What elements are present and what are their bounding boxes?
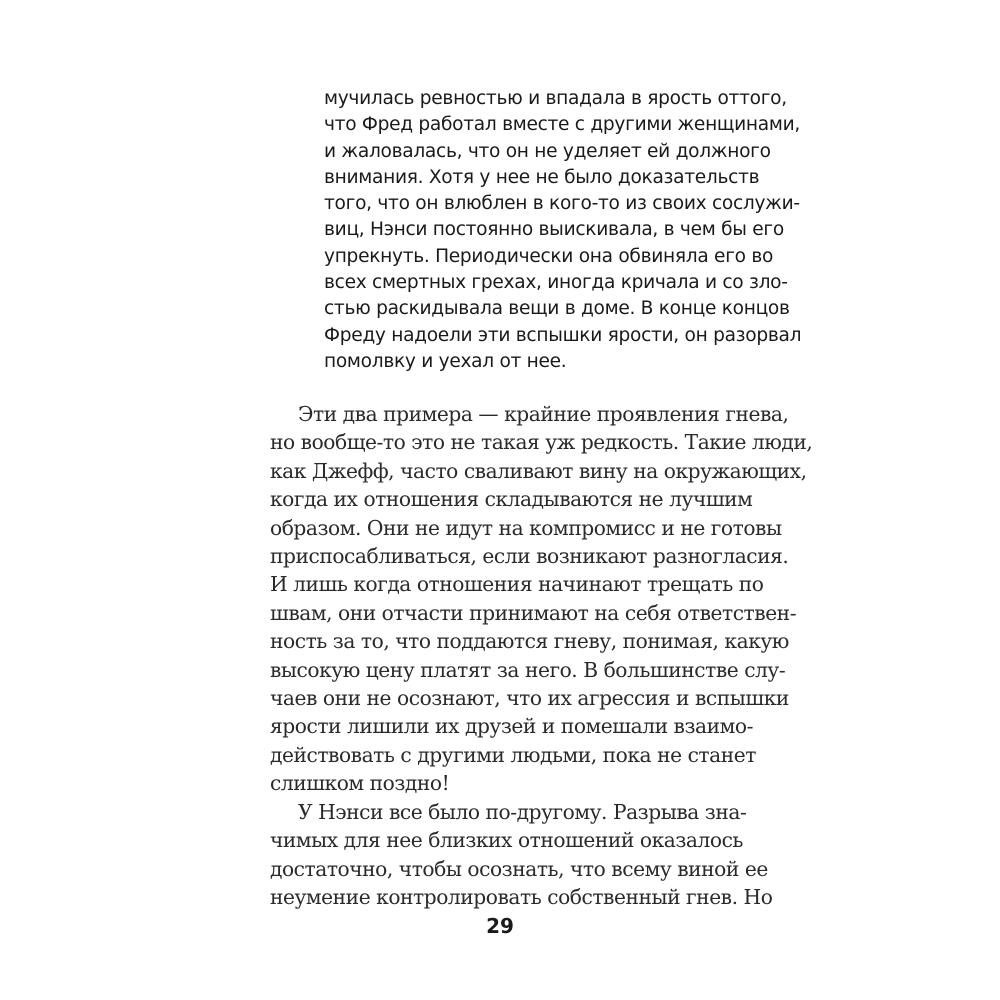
inset-line: мучилась ревностью и впадала в ярость оттого, (324, 88, 787, 109)
body-line: высокую цену платят за него. В большинстве слу- (270, 657, 786, 682)
inset-line: Фреду надоели эти вспышки ярости, он разорвал (324, 324, 802, 346)
inset-line: всех смертных грехах, иногда кричала и со зло- (324, 272, 788, 294)
inset-line: помолвку и уехал от нее. (324, 350, 567, 372)
body-line: И лишь когда отношения начинают трещать по (270, 572, 764, 597)
inset-case-example (324, 86, 802, 375)
body-line: когда их отношения складываются не лучшим (270, 487, 753, 512)
inset-line: упрекнуть. Периодически она обвиняла его во (324, 245, 774, 267)
body-line: достаточно, чтобы осознать, что всему виной ее (270, 856, 768, 881)
body-line: приспосабливаться, если возникают разногласия. (270, 544, 789, 569)
body-line: образом. Они не идут на компромисс и не готовы (270, 515, 782, 540)
body-line: чаев они не осознают, что их агрессия и вспышки (270, 686, 789, 711)
body-line: У Нэнси все было по-другому. Разрыва зна- (298, 799, 747, 824)
inset-line: и жаловалась, что он не уделяет ей должного (324, 140, 771, 162)
inset-line: стью раскидывала вещи в доме. В конце концов (324, 298, 790, 320)
body-line: неумение контролировать собственный гнев. Но (270, 884, 773, 909)
body-text (270, 400, 813, 911)
inset-line: внимания. Хотя у нее не было доказательств (324, 166, 760, 188)
body-line: действовать с другими людьми, пока не станет (270, 742, 756, 767)
inset-line: что Фред работал вместе с другими женщинами, (324, 114, 800, 136)
body-line: как Джефф, часто сваливают вину на окружающих, (270, 458, 807, 483)
body-line: чимых для нее близких отношений оказалось (270, 828, 743, 853)
body-line: ярости лишили их друзей и помешали взаимо- (270, 714, 753, 739)
inset-line: того, что он влюблен в кого-то из своих сослужи- (324, 193, 800, 215)
body-line: Эти два примера — крайние проявления гнева, (298, 402, 789, 426)
inset-line: виц, Нэнси постоянно выискивала, в чем бы его (324, 219, 784, 241)
body-line: но вообще-то это не такая уж редкость. Такие люди, (270, 430, 813, 455)
body-line: швам, они отчасти принимают на себя ответствен- (270, 600, 797, 625)
body-line: ность за то, что поддаются гневу, понимая, какую (270, 629, 789, 654)
body-line: слишком поздно! (270, 771, 450, 796)
page-number: 29 (486, 914, 514, 938)
